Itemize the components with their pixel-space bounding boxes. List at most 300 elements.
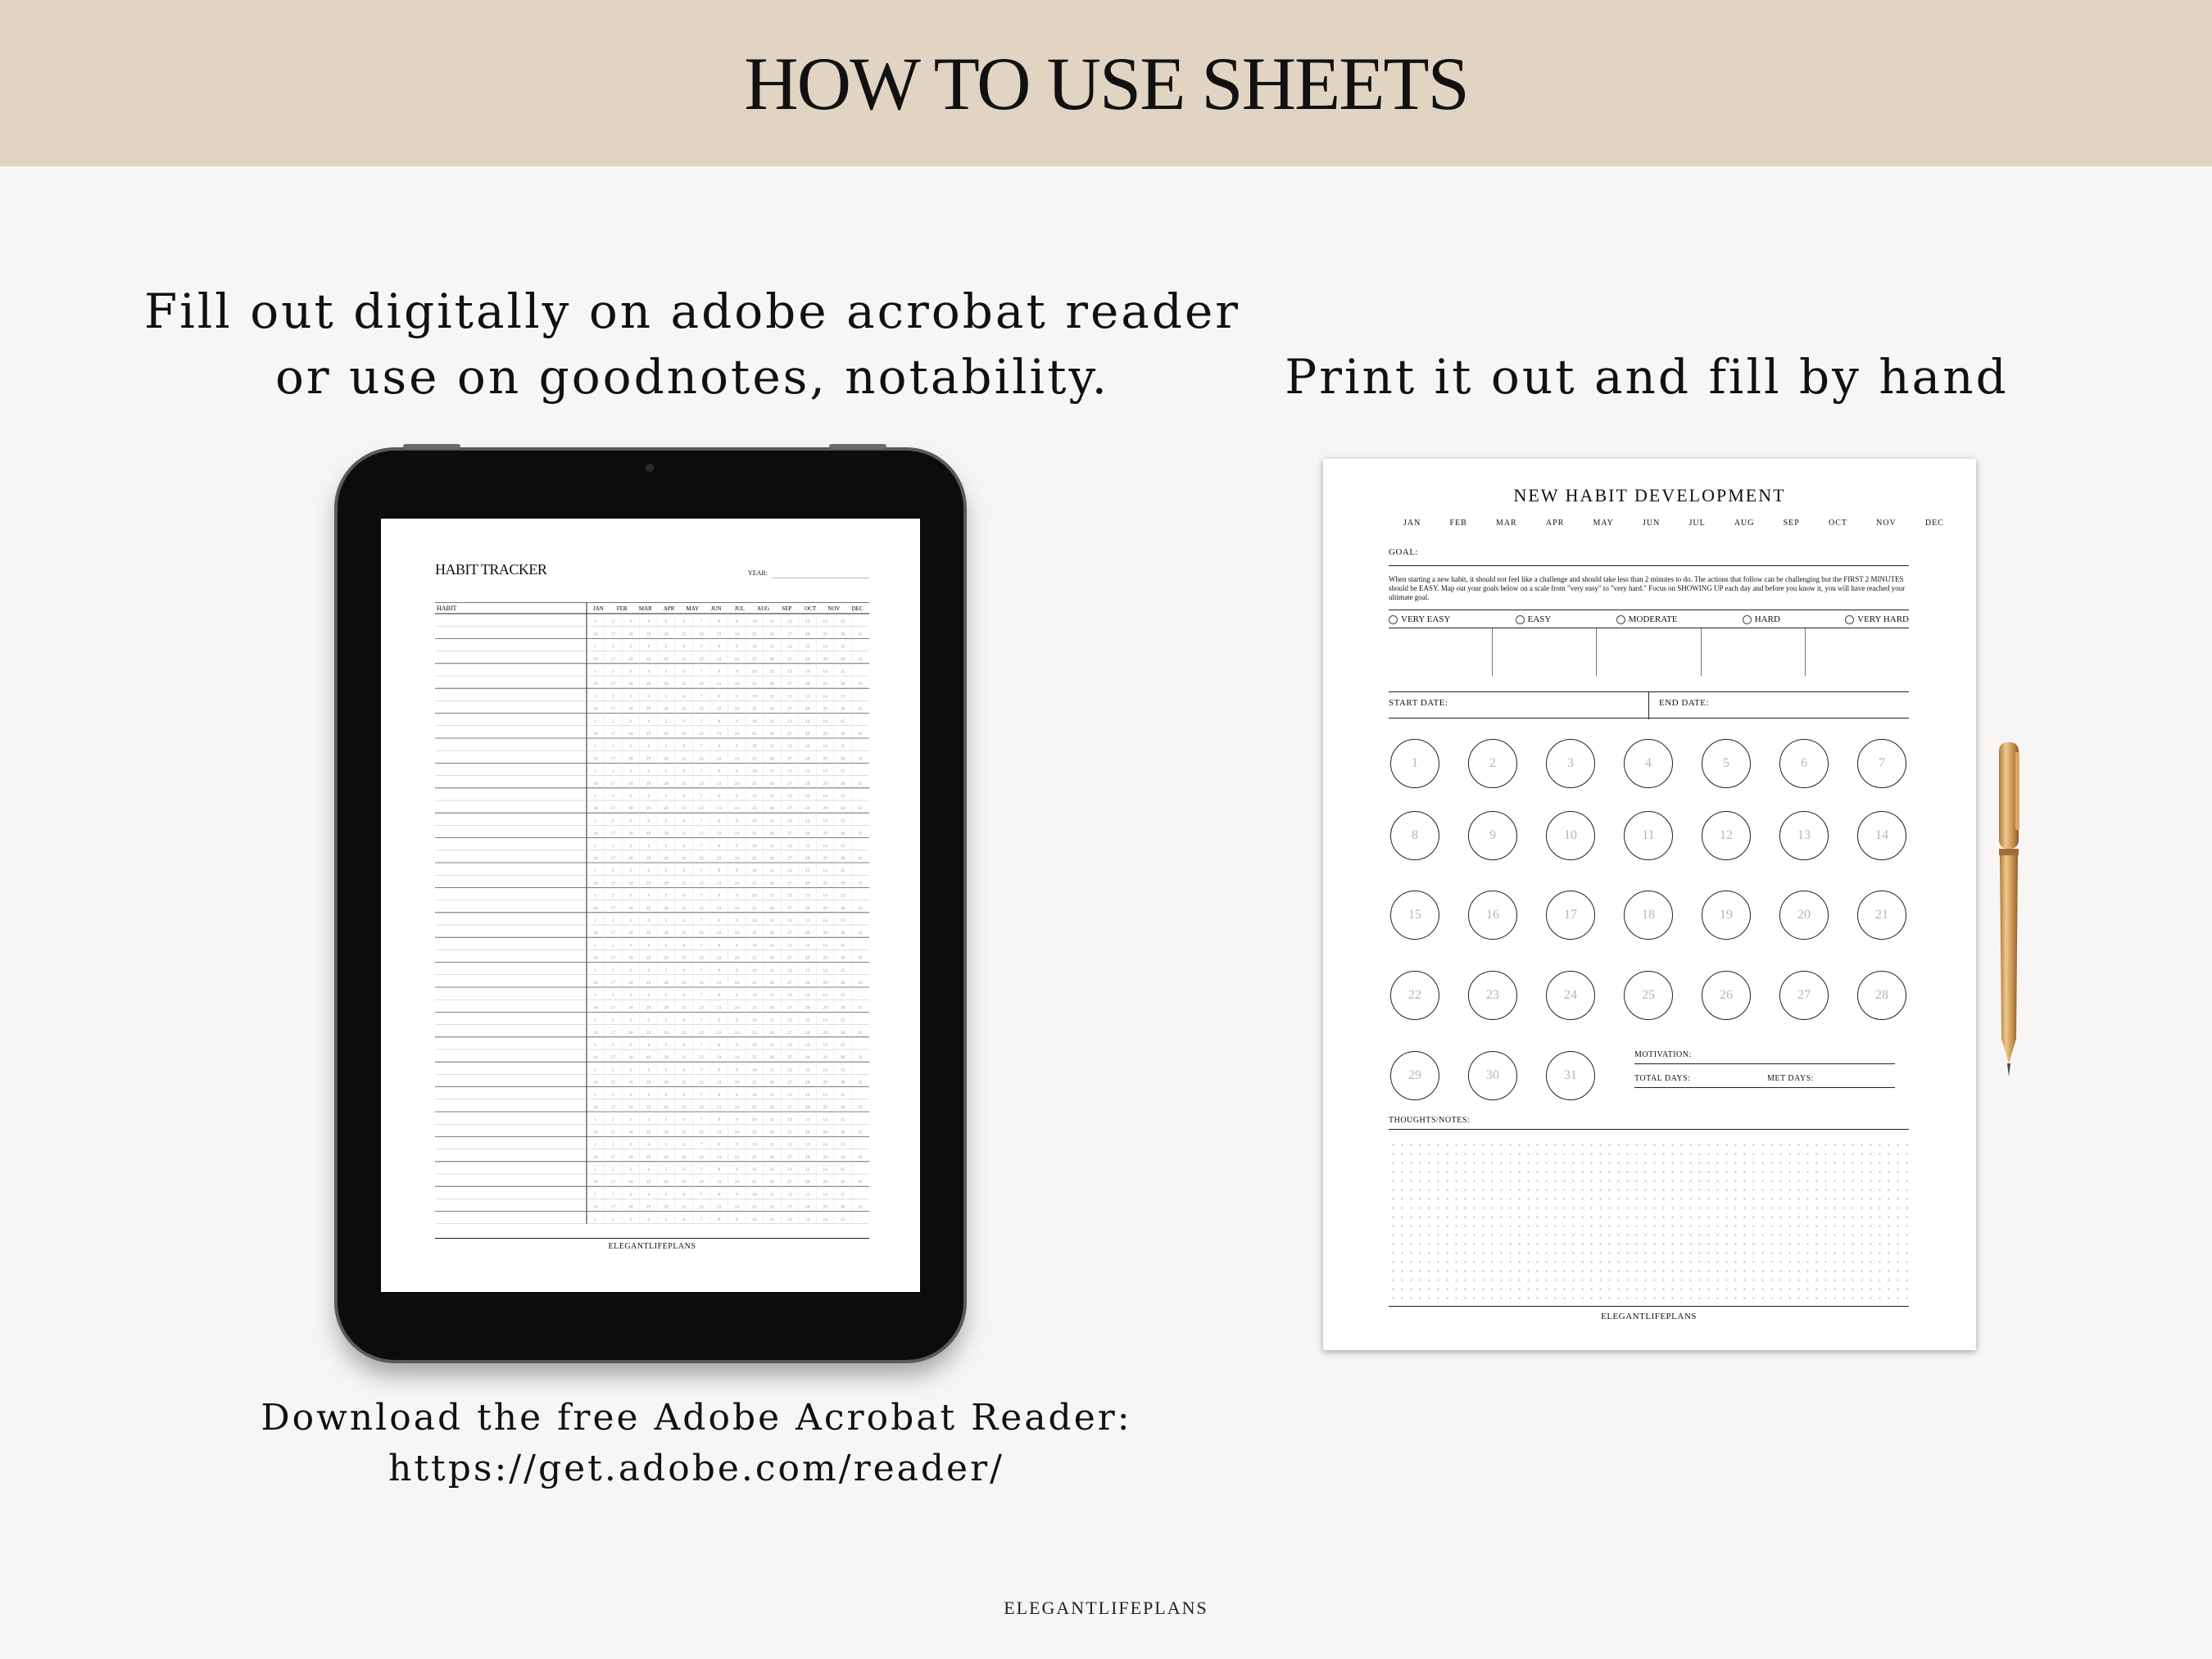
month-header: JUL: [734, 605, 745, 612]
day-cell: 13: [805, 1192, 810, 1198]
day-circle[interactable]: 23: [1468, 971, 1517, 1020]
day-cell: 30: [840, 831, 845, 836]
day-circle[interactable]: 9: [1468, 811, 1517, 860]
day-cell: 9: [735, 1018, 738, 1023]
printed-sheet: [1323, 459, 1976, 1350]
day-cell: 7: [700, 918, 703, 923]
day-cell: 15: [840, 694, 845, 700]
day-cell: 30: [840, 682, 845, 687]
day-cell: 23: [716, 905, 722, 911]
day-cell: 27: [787, 1180, 792, 1185]
day-cell: 28: [805, 856, 810, 861]
day-cell: 21: [681, 632, 687, 637]
day-cell: 17: [610, 1204, 616, 1210]
difficulty-option[interactable]: [1616, 614, 1678, 624]
day-cell: 27: [787, 756, 792, 762]
day-cell: 20: [664, 1204, 669, 1210]
day-cell: 24: [734, 781, 740, 786]
day-cell: 3: [629, 619, 632, 625]
day-cell: 14: [823, 1217, 827, 1222]
day-cell: 6: [682, 1192, 685, 1198]
day-cell: 15: [840, 1142, 845, 1148]
day-cell: 5: [664, 1192, 668, 1198]
day-cell: 21: [681, 656, 687, 662]
day-cell: 26: [769, 656, 775, 662]
day-circle[interactable]: 30: [1468, 1051, 1517, 1100]
day-cell: 27: [787, 905, 792, 911]
day-circle[interactable]: 5: [1702, 739, 1751, 788]
day-circle[interactable]: 7: [1857, 739, 1906, 788]
day-cell: 3: [629, 968, 632, 973]
day-cell: 10: [752, 943, 757, 949]
month-header: SEP: [782, 605, 792, 612]
day-cell: 22: [699, 831, 704, 836]
radio-icon[interactable]: [1616, 615, 1625, 624]
day-cell: 6: [682, 644, 685, 650]
day-cell: 14: [823, 744, 827, 750]
day-cell: 27: [787, 931, 792, 936]
day-cell: 6: [682, 1043, 685, 1048]
day-cell: 19: [646, 656, 651, 662]
day-cell: 10: [752, 1018, 757, 1023]
day-cell: 7: [700, 893, 703, 899]
day-cell: 22: [699, 656, 704, 662]
day-cell: 1: [594, 918, 597, 923]
day-cell: 10: [752, 1092, 757, 1098]
day-cell: 12: [787, 893, 792, 899]
camera-icon: [646, 464, 654, 472]
digital-caption-line2: or use on goodnotes, notability.: [274, 349, 1110, 405]
day-cell: 12: [787, 694, 792, 700]
day-cell: 7: [700, 1142, 703, 1148]
day-cell: 5: [664, 1142, 668, 1148]
day-cell: 29: [823, 981, 827, 986]
day-cell: 18: [628, 831, 633, 836]
day-cell: 17: [610, 881, 616, 886]
day-cell: 21: [681, 1154, 687, 1160]
day-cell: 5: [664, 718, 668, 724]
month-oct: OCT: [1828, 519, 1847, 528]
day-circle[interactable]: 25: [1624, 971, 1673, 1020]
day-cell: 14: [823, 1092, 827, 1098]
day-cell: 11: [769, 868, 775, 874]
habit-column-header: HABIT: [437, 605, 457, 612]
day-cell: 29: [823, 1130, 827, 1135]
day-cell: 11: [769, 918, 775, 923]
radio-icon[interactable]: [1516, 615, 1525, 624]
notes-dot-grid[interactable]: [1389, 1140, 1909, 1304]
day-circle[interactable]: 31: [1546, 1051, 1595, 1100]
day-cell: 8: [718, 669, 721, 674]
radio-icon[interactable]: [1845, 615, 1854, 624]
day-circle[interactable]: 17: [1546, 891, 1595, 940]
day-cell: 28: [805, 905, 810, 911]
day-cell: 21: [681, 732, 687, 737]
day-cell: 5: [664, 893, 668, 899]
day-cell: 12: [787, 744, 792, 750]
day-cell: 12: [787, 1067, 792, 1073]
day-cell: 5: [664, 943, 668, 949]
day-circle[interactable]: 21: [1857, 891, 1906, 940]
day-cell: 9: [735, 669, 738, 674]
day-cell: 23: [716, 756, 722, 762]
day-cell: 13: [805, 1217, 810, 1222]
day-cell: 25: [752, 955, 757, 961]
day-cell: 4: [647, 718, 650, 724]
day-cell: 13: [805, 1117, 810, 1123]
download-caption-line1: Download the free Adobe Acrobat Reader:: [261, 1397, 1132, 1439]
day-cell: 16: [593, 1055, 598, 1061]
day-cell: 29: [823, 632, 827, 637]
day-cell: 14: [823, 993, 827, 999]
day-cell: 18: [628, 1030, 633, 1036]
day-cell: 27: [787, 1055, 792, 1061]
day-cell: 22: [699, 955, 704, 961]
day-cell: 17: [610, 656, 616, 662]
day-cell: 30: [840, 1005, 845, 1011]
day-cell: 21: [681, 856, 687, 861]
day-cell: 3: [629, 1167, 632, 1172]
day-circle[interactable]: 3: [1546, 739, 1595, 788]
day-cell: 13: [805, 644, 810, 650]
day-cell: 10: [752, 1117, 757, 1123]
day-cell: 18: [628, 656, 633, 662]
day-cell: 14: [823, 794, 827, 799]
day-cell: 26: [769, 1180, 775, 1185]
day-cell: 30: [840, 706, 845, 712]
day-cell: 25: [752, 1105, 757, 1110]
day-cell: 27: [787, 1105, 792, 1110]
day-cell: 30: [840, 981, 845, 986]
day-cell: 26: [769, 706, 775, 712]
day-cell: 9: [735, 968, 738, 973]
day-circle[interactable]: 11: [1624, 811, 1673, 860]
day-cell: 24: [734, 881, 740, 886]
day-cell: 20: [664, 1180, 669, 1185]
day-cell: 24: [734, 831, 740, 836]
day-cell: 20: [664, 732, 669, 737]
day-cell: 22: [699, 931, 704, 936]
day-cell: 8: [718, 619, 721, 625]
day-cell: 30: [840, 1030, 845, 1036]
day-cell: 8: [718, 1092, 721, 1098]
day-cell: 19: [646, 856, 651, 861]
day-cell: 21: [681, 706, 687, 712]
day-cell: 24: [734, 905, 740, 911]
day-cell: 21: [681, 1105, 687, 1110]
day-cell: 1: [594, 1192, 597, 1198]
day-cell: 27: [787, 881, 792, 886]
day-cell: 19: [646, 1105, 651, 1110]
day-cell: 7: [700, 818, 703, 824]
day-cell: 29: [823, 806, 827, 812]
day-cell: 2: [611, 893, 614, 899]
month-header: JAN: [592, 605, 604, 612]
day-cell: 5: [664, 1043, 668, 1048]
day-cell: 23: [716, 1180, 722, 1185]
day-cell: 28: [805, 756, 810, 762]
pen-icon: [1992, 736, 2025, 1080]
day-cell: 26: [769, 781, 775, 786]
day-cell: 23: [716, 656, 722, 662]
month-header: AUG: [757, 605, 770, 612]
day-cell: 23: [716, 1005, 722, 1011]
radio-icon[interactable]: [1389, 615, 1398, 624]
day-cell: 2: [611, 818, 614, 824]
day-cell: 31: [858, 856, 863, 861]
day-cell: 23: [716, 1105, 722, 1110]
day-cell: 8: [718, 1018, 721, 1023]
day-cell: 17: [610, 831, 616, 836]
day-cell: 24: [734, 1080, 740, 1086]
day-cell: 3: [629, 694, 632, 700]
day-cell: 12: [787, 619, 792, 625]
day-cell: 16: [593, 1130, 598, 1135]
day-cell: 21: [681, 881, 687, 886]
day-cell: 1: [594, 843, 597, 849]
day-circle[interactable]: 20: [1779, 891, 1829, 940]
day-cell: 12: [787, 1142, 792, 1148]
day-cell: 29: [823, 1055, 827, 1061]
day-circle[interactable]: 19: [1702, 891, 1751, 940]
day-cell: 4: [647, 1092, 650, 1098]
day-cell: 10: [752, 768, 757, 774]
month-header: OCT: [805, 605, 817, 612]
digital-caption: [131, 279, 1253, 410]
day-circle[interactable]: 26: [1702, 971, 1751, 1020]
day-circle[interactable]: 22: [1390, 971, 1439, 1020]
day-cell: 19: [646, 931, 651, 936]
day-cell: 6: [682, 1092, 685, 1098]
day-cell: 21: [681, 1005, 687, 1011]
day-cell: 22: [699, 806, 704, 812]
day-cell: 7: [700, 694, 703, 700]
day-cell: 27: [787, 632, 792, 637]
day-circle[interactable]: 28: [1857, 971, 1906, 1020]
day-cell: 15: [840, 943, 845, 949]
day-cell: 5: [664, 918, 668, 923]
day-cell: 1: [594, 818, 597, 824]
day-cell: 10: [752, 644, 757, 650]
day-circle[interactable]: 8: [1390, 811, 1439, 860]
month-mar: MAR: [1495, 519, 1517, 528]
day-cell: 9: [735, 694, 738, 700]
day-cell: 21: [681, 1055, 687, 1061]
day-cell: 29: [823, 831, 827, 836]
day-cell: 7: [700, 993, 703, 999]
month-header: JUN: [710, 605, 722, 612]
day-cell: 8: [718, 1117, 721, 1123]
day-cell: 22: [699, 706, 704, 712]
day-cell: 7: [700, 1067, 703, 1073]
day-cell: 4: [647, 893, 650, 899]
day-cell: 1: [594, 1117, 597, 1123]
day-cell: 19: [646, 732, 651, 737]
day-circle[interactable]: 18: [1624, 891, 1673, 940]
day-cell: 23: [716, 732, 722, 737]
day-cell: 3: [629, 818, 632, 824]
day-cell: 15: [840, 1043, 845, 1048]
day-cell: 15: [840, 1092, 845, 1098]
day-circle[interactable]: 27: [1779, 971, 1829, 1020]
day-cell: 15: [840, 768, 845, 774]
difficulty-option[interactable]: [1743, 614, 1780, 624]
day-cell: 30: [840, 1055, 845, 1061]
day-circle[interactable]: 4: [1624, 739, 1673, 788]
notes-label: THOUGHTS/NOTES:: [1389, 1116, 1471, 1125]
day-cell: 24: [734, 981, 740, 986]
day-cell: 30: [840, 1204, 845, 1210]
day-circle[interactable]: 14: [1857, 811, 1906, 860]
day-circle[interactable]: 13: [1779, 811, 1829, 860]
day-cell: 7: [700, 744, 703, 750]
day-cell: 14: [823, 843, 827, 849]
day-cell: 29: [823, 1180, 827, 1185]
difficulty-option[interactable]: [1845, 614, 1909, 624]
day-cell: 15: [840, 893, 845, 899]
day-cell: 29: [823, 756, 827, 762]
day-cell: 15: [840, 1067, 845, 1073]
day-cell: 28: [805, 656, 810, 662]
day-cell: 18: [628, 632, 633, 637]
day-cell: 27: [787, 1130, 792, 1135]
day-cell: 10: [752, 1142, 757, 1148]
day-cell: 14: [823, 818, 827, 824]
day-cell: 30: [840, 632, 845, 637]
day-cell: 2: [611, 768, 614, 774]
start-date-label: START DATE:: [1389, 698, 1448, 708]
day-cell: 3: [629, 1217, 632, 1222]
day-cell: 23: [716, 781, 722, 786]
day-cell: 22: [699, 1130, 704, 1135]
day-cell: 2: [611, 1117, 614, 1123]
month-dec: DEC: [1924, 519, 1944, 528]
day-cell: 31: [858, 955, 863, 961]
day-cell: 16: [593, 881, 598, 886]
day-cell: 26: [769, 1005, 775, 1011]
day-cell: 24: [734, 1105, 740, 1110]
day-circle[interactable]: 10: [1546, 811, 1595, 860]
day-circle[interactable]: 1: [1390, 739, 1439, 788]
day-circle[interactable]: 29: [1390, 1051, 1439, 1100]
day-cell: 14: [823, 718, 827, 724]
day-cell: 17: [610, 1154, 616, 1160]
day-cell: 9: [735, 843, 738, 849]
day-cell: 25: [752, 1030, 757, 1036]
day-cell: 30: [840, 781, 845, 786]
day-cell: 13: [805, 744, 810, 750]
day-circle[interactable]: 16: [1468, 891, 1517, 940]
download-link[interactable]: https://get.adobe.com/reader/: [388, 1448, 1004, 1489]
day-cell: 30: [840, 905, 845, 911]
day-cell: 20: [664, 1130, 669, 1135]
day-cell: 19: [646, 905, 651, 911]
day-cell: 24: [734, 1005, 740, 1011]
day-cell: 8: [718, 1142, 721, 1148]
day-circle[interactable]: 24: [1546, 971, 1595, 1020]
goal-label: GOAL:: [1389, 547, 1419, 557]
day-cell: 27: [787, 706, 792, 712]
day-circle[interactable]: 12: [1702, 811, 1751, 860]
day-cell: 2: [611, 1192, 614, 1198]
day-cell: 20: [664, 1154, 669, 1160]
day-cell: 30: [840, 1130, 845, 1135]
day-cell: 17: [610, 706, 616, 712]
day-cell: 25: [752, 756, 757, 762]
day-cell: 17: [610, 1055, 616, 1061]
day-cell: 8: [718, 843, 721, 849]
day-circle[interactable]: 2: [1468, 739, 1517, 788]
day-cell: 7: [700, 718, 703, 724]
day-cell: 1: [594, 1018, 597, 1023]
day-cell: 20: [664, 905, 669, 911]
day-circle[interactable]: 15: [1390, 891, 1439, 940]
day-cell: 11: [769, 1142, 775, 1148]
day-cell: 21: [681, 981, 687, 986]
day-cell: 1: [594, 619, 597, 625]
day-cell: 2: [611, 1067, 614, 1073]
day-cell: 24: [734, 1030, 740, 1036]
day-cell: 29: [823, 1080, 827, 1086]
day-cell: 6: [682, 694, 685, 700]
difficulty-label: VERY HARD: [1857, 614, 1909, 624]
day-cell: 28: [805, 806, 810, 812]
day-cell: 2: [611, 968, 614, 973]
day-cell: 31: [858, 806, 863, 812]
day-cell: 19: [646, 981, 651, 986]
day-cell: 22: [699, 1055, 704, 1061]
day-cell: 2: [611, 794, 614, 799]
day-cell: 12: [787, 918, 792, 923]
day-cell: 15: [840, 868, 845, 874]
day-cell: 16: [593, 831, 598, 836]
radio-icon[interactable]: [1743, 615, 1752, 624]
difficulty-option[interactable]: [1389, 614, 1450, 624]
day-cell: 20: [664, 1030, 669, 1036]
day-cell: 16: [593, 806, 598, 812]
day-cell: 11: [769, 1018, 775, 1023]
day-cell: 2: [611, 669, 614, 674]
month-aug: AUG: [1734, 519, 1755, 528]
month-sep: SEP: [1783, 519, 1800, 528]
day-cell: 30: [840, 1080, 845, 1086]
day-cell: 12: [787, 868, 792, 874]
day-cell: 24: [734, 682, 740, 687]
day-cell: 4: [647, 644, 650, 650]
day-cell: 25: [752, 1180, 757, 1185]
day-cell: 4: [647, 768, 650, 774]
day-cell: 12: [787, 993, 792, 999]
day-cell: 18: [628, 781, 633, 786]
day-cell: 25: [752, 1055, 757, 1061]
day-cell: 3: [629, 669, 632, 674]
day-cell: 28: [805, 1130, 810, 1135]
day-cell: 7: [700, 1092, 703, 1098]
day-cell: 27: [787, 981, 792, 986]
day-cell: 4: [647, 818, 650, 824]
day-cell: 31: [858, 732, 863, 737]
day-cell: 17: [610, 1180, 616, 1185]
day-cell: 25: [752, 806, 757, 812]
difficulty-option[interactable]: [1516, 614, 1552, 624]
day-cell: 2: [611, 1142, 614, 1148]
day-cell: 22: [699, 632, 704, 637]
day-cell: 5: [664, 843, 668, 849]
day-cell: 16: [593, 682, 598, 687]
day-cell: 13: [805, 843, 810, 849]
day-cell: 1: [594, 968, 597, 973]
day-circle[interactable]: 6: [1779, 739, 1829, 788]
